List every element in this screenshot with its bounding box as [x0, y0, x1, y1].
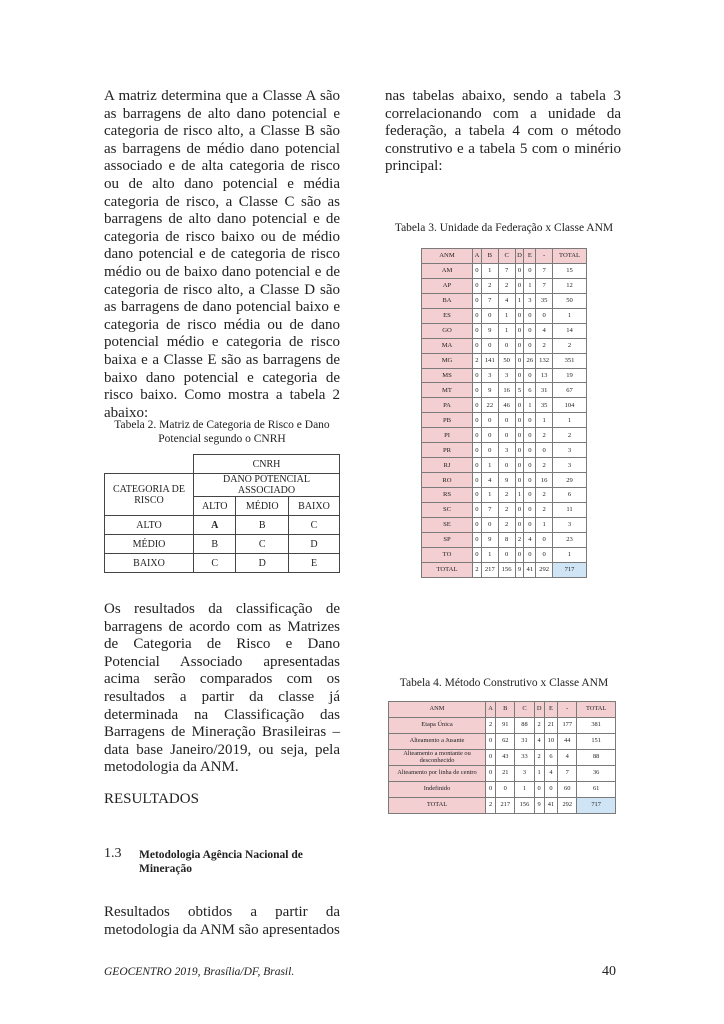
table4-cell: 2	[534, 718, 544, 734]
table3-cell: 13	[536, 368, 553, 383]
table3-cell: 0	[498, 428, 515, 443]
table3-cell: 9	[481, 532, 498, 547]
table3-total-cell: 2	[473, 562, 482, 577]
table3-cell: 0	[524, 368, 536, 383]
table3-cell: 351	[553, 353, 587, 368]
table3-cell: 3	[498, 443, 515, 458]
table4-cell: 33	[515, 750, 534, 766]
table3-cell: 6	[524, 383, 536, 398]
table3-cell: 50	[553, 293, 587, 308]
table3-header-cell: E	[524, 249, 536, 264]
table3-cell: 0	[481, 517, 498, 532]
table2-row-label: BAIXO	[105, 554, 194, 573]
table4-row	[389, 782, 616, 798]
table3-cell: 0	[498, 338, 515, 353]
table3-cell: 0	[515, 473, 524, 488]
table4-cell: 0	[486, 766, 496, 782]
table4-cell: 88	[515, 718, 534, 734]
table3-cell: 23	[553, 532, 587, 547]
table4-cell: 6	[544, 750, 557, 766]
table3-cell: 2	[536, 338, 553, 353]
table4-cell: 4	[544, 766, 557, 782]
table3-cell: 0	[473, 458, 482, 473]
table3-cell: 9	[498, 473, 515, 488]
table4-row	[389, 766, 616, 782]
table4-total-cell: 292	[558, 798, 577, 814]
table3-cell: 0	[473, 338, 482, 353]
table3-cell: 1	[481, 488, 498, 503]
table3-cell: 2	[515, 532, 524, 547]
table2-row-label: ALTO	[105, 516, 194, 535]
table4-cell: 3	[515, 766, 534, 782]
table3-cell: 0	[473, 473, 482, 488]
table3-cell: 0	[473, 502, 482, 517]
table2-col-medio: MÉDIO	[236, 497, 289, 516]
table3-cell: 0	[498, 413, 515, 428]
table3-row	[422, 383, 587, 398]
table3-cell: 2	[473, 353, 482, 368]
table3-total-cell: 292	[536, 562, 553, 577]
table3-row	[422, 308, 587, 323]
table3-cell: 0	[473, 293, 482, 308]
table3-cell: 1	[553, 308, 587, 323]
table3-cell: 0	[481, 338, 498, 353]
table4-header-cell: E	[544, 702, 557, 718]
subsection-title: Metodologia Agência Nacional de Mineração	[139, 849, 303, 875]
table4-cell: 2	[486, 718, 496, 734]
table4-total-cell: 9	[534, 798, 544, 814]
footer-conference: GEOCENTRO 2019, Brasília/DF, Brasil.	[104, 966, 295, 978]
table3-cell: 1	[536, 517, 553, 532]
table3-cell: 0	[524, 502, 536, 517]
table3-cell: 0	[515, 308, 524, 323]
table3-cell: 46	[498, 398, 515, 413]
table4-cell: 4	[534, 734, 544, 750]
table4-cell: 0	[496, 782, 515, 798]
table4-header-cell: C	[515, 702, 534, 718]
table3-cell: 0	[515, 368, 524, 383]
table3-cell: 0	[536, 443, 553, 458]
table4-row-label: Indefinido	[389, 782, 486, 798]
table3-row	[422, 293, 587, 308]
table3-cell: 4	[536, 323, 553, 338]
table3-cell: 2	[536, 428, 553, 443]
table4-cell: 31	[515, 734, 534, 750]
table2-cell: D	[236, 554, 289, 573]
table3-row	[422, 458, 587, 473]
table3-cell: 2	[498, 517, 515, 532]
table4-total-cell: 156	[515, 798, 534, 814]
table3-header-cell: D	[515, 249, 524, 264]
table2-cell: A	[194, 516, 236, 535]
table3-cell: 0	[524, 443, 536, 458]
table4-total-row	[389, 798, 616, 814]
right-column	[385, 88, 621, 176]
table4-cell: 0	[486, 750, 496, 766]
table3-cell: 0	[473, 323, 482, 338]
table3-cell: 1	[481, 547, 498, 562]
table3-cell: 7	[536, 278, 553, 293]
table3-total-cell: 41	[524, 562, 536, 577]
table4-row-label: Alteamento por linha de centro	[389, 766, 486, 782]
table3-cell: 0	[524, 458, 536, 473]
table2-cell: E	[288, 554, 339, 573]
table3-row-label: BA	[422, 293, 473, 308]
table3-header-row	[422, 249, 587, 264]
table4-cell: 60	[558, 782, 577, 798]
table3-cell: 16	[498, 383, 515, 398]
table2-risk-matrix	[104, 454, 340, 573]
paragraph-tables-intro: nas tabelas abaixo, sendo a tabela 3 correlacionando com a unidade da federação, a tabela 4 com o método construtivo e a tabela 5 com o minério principal:	[385, 88, 621, 175]
table3-row-label: MS	[422, 368, 473, 383]
table3-row-label: SE	[422, 517, 473, 532]
table3-cell: 0	[536, 532, 553, 547]
table3-cell: 0	[524, 263, 536, 278]
table3-cell: 3	[498, 368, 515, 383]
table3-cell: 3	[553, 443, 587, 458]
table3-caption: Tabela 3. Unidade da Federação x Classe ANM	[394, 222, 614, 234]
table3-cell: 2	[536, 488, 553, 503]
table3-cell: 1	[498, 308, 515, 323]
table3-cell: 2	[498, 278, 515, 293]
table4-caption: Tabela 4. Método Construtivo x Classe ANM	[399, 677, 609, 689]
table3-cell: 7	[498, 263, 515, 278]
table4-cell: 88	[577, 750, 616, 766]
table2-cell: C	[236, 535, 289, 554]
table3-cell: 1	[515, 488, 524, 503]
table4-cell: 0	[544, 782, 557, 798]
table3-cell: 1	[524, 278, 536, 293]
table3-cell: 0	[536, 308, 553, 323]
table3-row-label: RO	[422, 473, 473, 488]
table3-row	[422, 443, 587, 458]
table3-cell: 0	[473, 263, 482, 278]
table3-total-row	[422, 562, 587, 577]
table4-header-row	[389, 702, 616, 718]
table3-cell: 0	[515, 517, 524, 532]
table3-cell: 26	[524, 353, 536, 368]
table4-total-cell: TOTAL	[389, 798, 486, 814]
table3-cell: 6	[553, 488, 587, 503]
paragraph-matrix-classes: A matriz determina que a Classe A são as barragens de alto dano potencial e categoria de risco alto, a Classe B são as barragens de médio dano potencial associado e de alta categoria de risco ou de alto dano potencial e média categoria de risco, a Classe C são as barragens de alto dano potencial e de categoria de risco baixo ou de médio dano potencial e de categoria de risco médio ou de baixo dano potencial e de categoria de risco alto, a Classe D são as barragens de dano potencial baixo e categoria de risco média ou de dano potencial médio e categoria de risco baixa e a Classe E são as barragens de baixo dano potencial e categoria de risco baixo. Como mostra a tabela 2 abaixo:	[104, 88, 340, 421]
table3-row-label: RS	[422, 488, 473, 503]
table3-row-label: SP	[422, 532, 473, 547]
table3-cell: 0	[524, 517, 536, 532]
table3-cell: 1	[515, 293, 524, 308]
table3-cell: 2	[536, 458, 553, 473]
table3-cell: 1	[498, 323, 515, 338]
table4-cell: 91	[496, 718, 515, 734]
table3-cell: 29	[553, 473, 587, 488]
table3-row	[422, 428, 587, 443]
table3-cell: 0	[524, 488, 536, 503]
table3-cell: 1	[536, 413, 553, 428]
table4-cell: 61	[577, 782, 616, 798]
table4-cell: 1	[534, 766, 544, 782]
table3-cell: 16	[536, 473, 553, 488]
table3-cell: 0	[515, 458, 524, 473]
table3-cell: 141	[481, 353, 498, 368]
table4-header-cell: A	[486, 702, 496, 718]
paragraph-results-anm: Resultados obtidos a partir da metodologia da ANM são apresentados	[104, 904, 340, 938]
table3-cell: 2	[553, 338, 587, 353]
table4-method-by-class	[388, 701, 616, 814]
table3-cell: 0	[515, 413, 524, 428]
table3-cell: 1	[481, 458, 498, 473]
table3-row	[422, 278, 587, 293]
table3-cell: 0	[473, 488, 482, 503]
table3-row-label: PR	[422, 443, 473, 458]
table3-cell: 0	[498, 547, 515, 562]
table2-cell: B	[194, 535, 236, 554]
table3-cell: 22	[481, 398, 498, 413]
table3-header-cell: B	[481, 249, 498, 264]
table4-cell: 1	[515, 782, 534, 798]
table3-row	[422, 323, 587, 338]
table3-cell: 0	[524, 338, 536, 353]
table3-row-label: ES	[422, 308, 473, 323]
table3-cell: 7	[481, 502, 498, 517]
table3-cell: 0	[498, 458, 515, 473]
table3-cell: 0	[481, 443, 498, 458]
table3-cell: 8	[498, 532, 515, 547]
table4-cell: 151	[577, 734, 616, 750]
table3-cell: 0	[515, 398, 524, 413]
table3-total-cell: 156	[498, 562, 515, 577]
table3-cell: 0	[524, 428, 536, 443]
table3-cell: 0	[473, 532, 482, 547]
table3-row-label: AM	[422, 263, 473, 278]
table3-cell: 35	[536, 293, 553, 308]
table3-cell: 1	[481, 263, 498, 278]
table3-cell: 0	[481, 308, 498, 323]
table3-cell: 0	[473, 398, 482, 413]
table4-total-cell: 717	[577, 798, 616, 814]
table4-row-label: Etapa Única	[389, 718, 486, 734]
table3-total-cell: 717	[553, 562, 587, 577]
table3-cell: 2	[553, 428, 587, 443]
table3-cell: 0	[473, 547, 482, 562]
table3-row	[422, 263, 587, 278]
table3-cell: 0	[524, 323, 536, 338]
paragraph-results-comparison-wrap	[104, 601, 340, 777]
table3-row-label: PA	[422, 398, 473, 413]
paragraph-results-comparison: Os resultados da classificação de barragens de acordo com as Matrizes de Categoria de Risco e Dano Potencial Associado apresentadas acima serão comparados com os resultados a partir da classe já determinada na Classificação das Barragens de Mineração Brasileiras – data base Janeiro/2019, ou seja, pela metodologia da ANM.	[104, 601, 340, 776]
table3-cell: 0	[524, 473, 536, 488]
table3-cell: 11	[553, 502, 587, 517]
table4-total-cell: 2	[486, 798, 496, 814]
table3-header-cell: A	[473, 249, 482, 264]
table3-cell: 1	[524, 398, 536, 413]
table2-cell: C	[194, 554, 236, 573]
table3-total-cell: 9	[515, 562, 524, 577]
table3-cell: 1	[553, 413, 587, 428]
table2-cell: C	[288, 516, 339, 535]
table3-row	[422, 488, 587, 503]
table3-cell: 2	[498, 502, 515, 517]
table4-cell: 381	[577, 718, 616, 734]
table3-row-label: SC	[422, 502, 473, 517]
table3-cell: 0	[515, 278, 524, 293]
table3-cell: 2	[536, 502, 553, 517]
table3-cell: 0	[473, 517, 482, 532]
table3-cell: 3	[553, 458, 587, 473]
table3-row-label: RJ	[422, 458, 473, 473]
table3-row-label: GO	[422, 323, 473, 338]
table2-cell: B	[236, 516, 289, 535]
table3-cell: 0	[536, 547, 553, 562]
table3-cell: 3	[481, 368, 498, 383]
table3-cell: 4	[524, 532, 536, 547]
table3-cell: 132	[536, 353, 553, 368]
table3-cell: 3	[524, 293, 536, 308]
table3-cell: 0	[473, 383, 482, 398]
table3-cell: 7	[536, 263, 553, 278]
table3-cell: 35	[536, 398, 553, 413]
table3-cell: 15	[553, 263, 587, 278]
table4-header-cell: TOTAL	[577, 702, 616, 718]
table4-cell: 4	[558, 750, 577, 766]
table3-cell: 0	[515, 502, 524, 517]
table4-row	[389, 734, 616, 750]
table3-cell: 12	[553, 278, 587, 293]
table3-cell: 14	[553, 323, 587, 338]
table3-cell: 1	[553, 547, 587, 562]
table4-total-cell: 41	[544, 798, 557, 814]
table2-dano-header: DANO POTENCIAL ASSOCIADO	[194, 474, 340, 497]
table2-row-label: MÉDIO	[105, 535, 194, 554]
table3-row-label: MT	[422, 383, 473, 398]
table4-row-label: Alteamento a Jusante	[389, 734, 486, 750]
table4-cell: 0	[486, 734, 496, 750]
table3-row	[422, 473, 587, 488]
table4-cell: 21	[544, 718, 557, 734]
table4-header-cell: D	[534, 702, 544, 718]
table4-cell: 0	[486, 782, 496, 798]
table4-cell: 43	[496, 750, 515, 766]
table3-header-cell: TOTAL	[553, 249, 587, 264]
table3-row-label: PI	[422, 428, 473, 443]
table3-cell: 0	[515, 263, 524, 278]
table3-row-label: MA	[422, 338, 473, 353]
table3-row	[422, 413, 587, 428]
table3-cell: 3	[553, 517, 587, 532]
table3-cell: 50	[498, 353, 515, 368]
table3-row	[422, 338, 587, 353]
table3-cell: 0	[473, 308, 482, 323]
table3-row	[422, 398, 587, 413]
table2-col-baixo: BAIXO	[288, 497, 339, 516]
table3-header-cell: ANM	[422, 249, 473, 264]
section-heading: RESULTADOS	[104, 791, 199, 807]
table3-total-cell: TOTAL	[422, 562, 473, 577]
table4-cell: 10	[544, 734, 557, 750]
table3-cell: 0	[515, 353, 524, 368]
table3-cell: 5	[515, 383, 524, 398]
table3-cell: 0	[473, 368, 482, 383]
table3-cell: 0	[524, 308, 536, 323]
table3-cell: 31	[536, 383, 553, 398]
table4-cell: 62	[496, 734, 515, 750]
table3-cell: 0	[515, 323, 524, 338]
table3-cell: 19	[553, 368, 587, 383]
table3-row-label: PB	[422, 413, 473, 428]
subsection-number: 1.3	[104, 846, 122, 861]
table2-col-alto: ALTO	[194, 497, 236, 516]
table3-row	[422, 517, 587, 532]
table3-cell: 2	[481, 278, 498, 293]
table4-header-cell: -	[558, 702, 577, 718]
table3-header-cell: -	[536, 249, 553, 264]
paragraph-results-anm-wrap	[104, 904, 340, 939]
table4-cell: 177	[558, 718, 577, 734]
table3-row	[422, 368, 587, 383]
table3-cell: 4	[481, 473, 498, 488]
table3-cell: 0	[481, 428, 498, 443]
table3-cell: 0	[473, 428, 482, 443]
table3-row	[422, 547, 587, 562]
table2-empty-corner	[105, 455, 194, 474]
table3-cell: 0	[473, 278, 482, 293]
table3-row	[422, 502, 587, 517]
table4-cell: 21	[496, 766, 515, 782]
table3-cell: 0	[515, 428, 524, 443]
table4-row-label: Alteamento a montante ou desconhecido	[389, 750, 486, 766]
table3-cell: 104	[553, 398, 587, 413]
table3-cell: 0	[524, 413, 536, 428]
table3-cell: 67	[553, 383, 587, 398]
table4-row	[389, 750, 616, 766]
table4-cell: 2	[534, 750, 544, 766]
table3-row-label: AP	[422, 278, 473, 293]
table3-row-label: MG	[422, 353, 473, 368]
table3-cell: 0	[473, 413, 482, 428]
table3-cell: 0	[515, 443, 524, 458]
table3-cell: 2	[498, 488, 515, 503]
table3-cell: 0	[515, 338, 524, 353]
table2-cell: D	[288, 535, 339, 554]
table3-total-cell: 217	[481, 562, 498, 577]
table4-cell: 7	[558, 766, 577, 782]
table3-cell: 0	[473, 443, 482, 458]
table3-header-cell: C	[498, 249, 515, 264]
table4-total-cell: 217	[496, 798, 515, 814]
table4-cell: 0	[534, 782, 544, 798]
table3-row	[422, 532, 587, 547]
table3-cell: 0	[515, 547, 524, 562]
table3-cell: 0	[524, 547, 536, 562]
table2-caption: Tabela 2. Matriz de Categoria de Risco e Dano Potencial segundo o CNRH	[114, 419, 330, 445]
table2-cnrh-header: CNRH	[194, 455, 340, 474]
table3-cell: 7	[481, 293, 498, 308]
page-number: 40	[602, 964, 616, 979]
table3-uf-by-class	[421, 248, 587, 578]
table3-row	[422, 353, 587, 368]
table4-header-cell: ANM	[389, 702, 486, 718]
table3-cell: 4	[498, 293, 515, 308]
table4-cell: 36	[577, 766, 616, 782]
table3-cell: 9	[481, 323, 498, 338]
table3-row-label: TO	[422, 547, 473, 562]
table2-categoria-header: CATEGORIA DE RISCO	[105, 474, 194, 516]
left-column	[104, 88, 340, 422]
table3-cell: 9	[481, 383, 498, 398]
table4-header-cell: B	[496, 702, 515, 718]
table3-cell: 0	[481, 413, 498, 428]
table4-cell: 44	[558, 734, 577, 750]
table4-row	[389, 718, 616, 734]
